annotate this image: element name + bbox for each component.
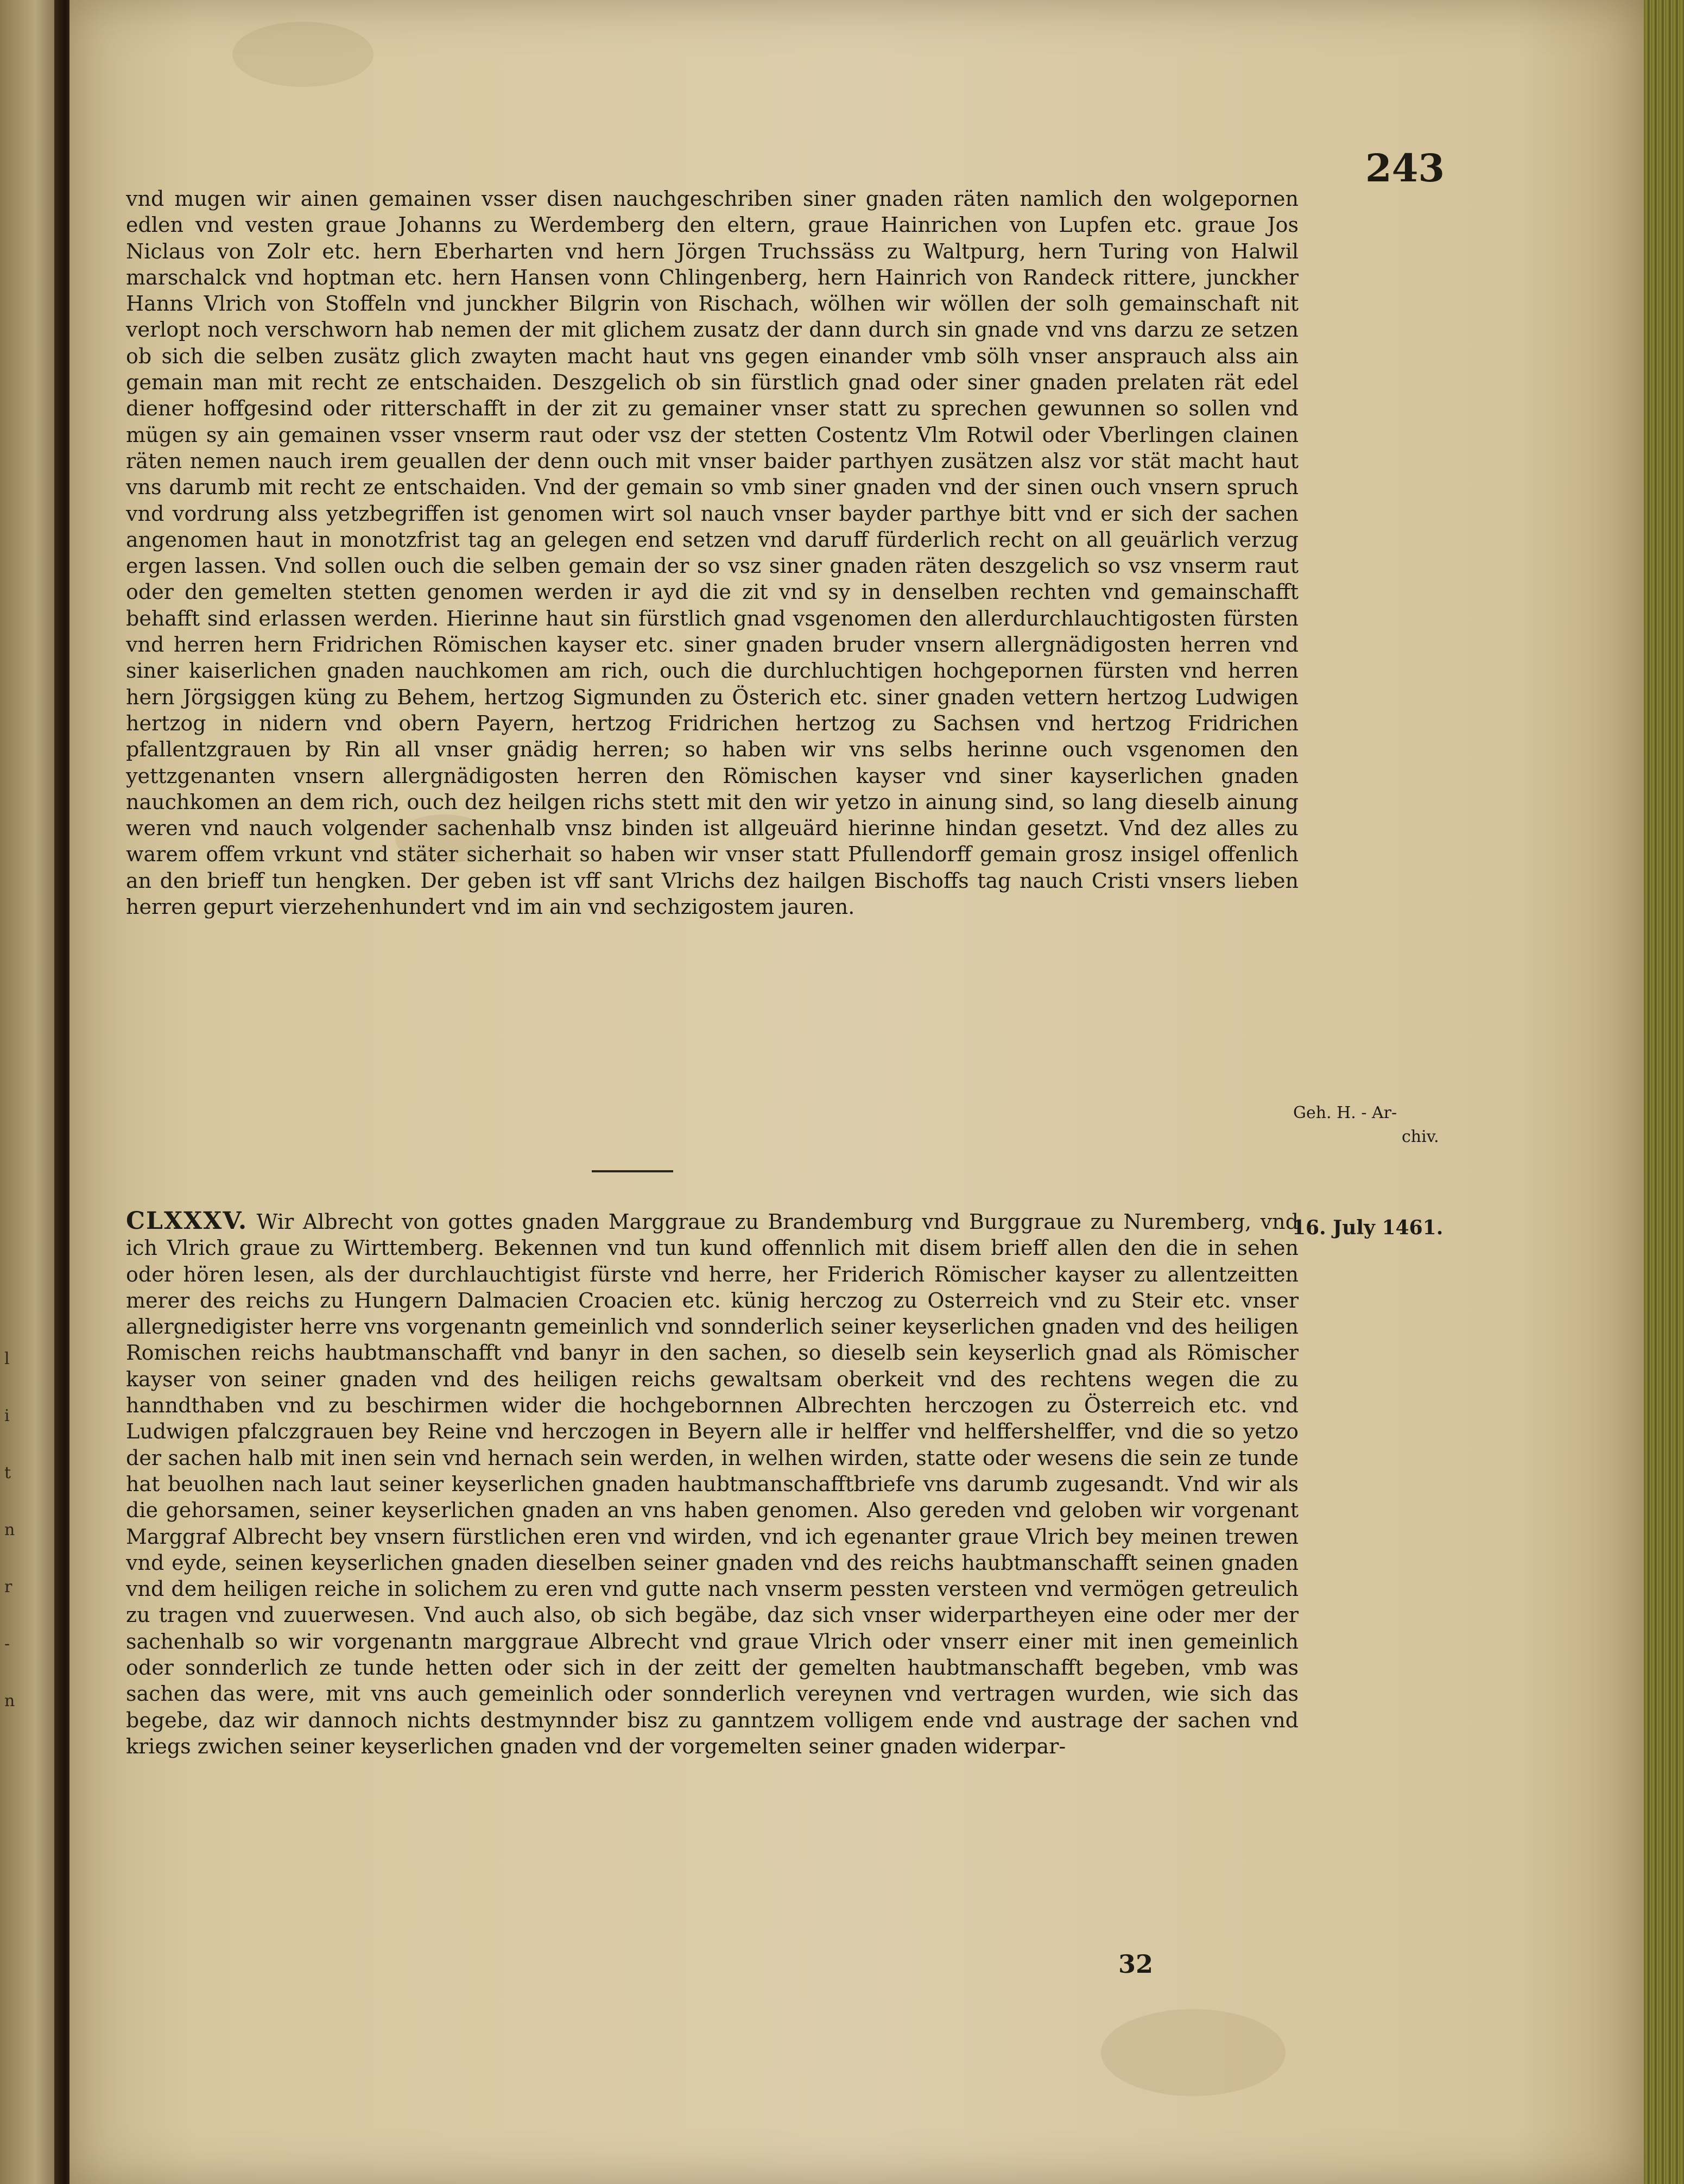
archive-note-line: Geh. H. - Ar- — [1293, 1103, 1397, 1122]
paper-stain — [232, 22, 373, 87]
left-mark: t — [4, 1463, 11, 1482]
continuation-text-block — [126, 186, 1299, 920]
archive-note-line: chiv. — [1402, 1127, 1439, 1146]
page-edges — [1644, 0, 1684, 2184]
signature-mark: 32 — [1118, 1949, 1154, 1979]
left-mark: l — [4, 1349, 10, 1368]
archive-note — [1293, 1101, 1451, 1149]
continuation-paragraph: vnd mugen wir ainen gemainen vsser disen nauchgeschriben siner gnaden räten namlich den wolgepornen edlen vnd vesten graue Johanns zu Werdemberg den eltern, graue Hainrichen von Lupfen etc. graue Jos Niclaus von Zolr etc. hern Eberharten vnd hern Jörgen Truchssäss zu Waltpurg, hern Turing von Halwil marschalck vnd hoptman etc. hern Hansen vonn Chlingenberg, hern Hainrich von Randeck rittere, junckher Hanns Vlrich von Stoffeln vnd junckher Bilgrin von Rischach, wölhen wir wöllen der solh gemainschaft nit verlopt noch verschworn hab nemen der mit glichem zusatz der dann durch sin gnade vnd vns darzu ze setzen ob sich die selben zusätz glich zwayten macht haut vns gegen einander vmb sölh vnser ansprauch alss ain gemain man mit recht ze entschaiden. Deszgelich ob sin fürstlich gnad oder siner gnaden prelaten rät edel diener hoffgesind oder ritterschafft in der zit zu gemainer vnser statt zu sprechen gewunnen so sollen vnd mügen sy ain gemainen vsser vnserm raut oder vsz der stetten Costentz Vlm Rotwil oder Vberlingen clainen räten nemen nauch irem geuallen der denn ouch mit vnser baider parthyen zusätzen alsz vor stät macht haut vns darumb mit recht ze entschaiden. Vnd der gemain so vmb siner gnaden vnd der sinen ouch vnsern spruch vnd vordrung alss yetzbegriffen ist genomen wirt sol nauch vnser bayder parthye bitt vnd er sich der sachen angenomen haut in monotzfrist tag an gelegen end setzen vnd daruff fürderlich recht on all geuärlich verzug ergen lassen. Vnd sollen ouch die selben gemain der so vsz siner gnaden räten deszgelich so vsz vnserm raut oder den gemelten stetten genomen werden ir ayd die zit vnd sy in denselben rechten vnd gemainschafft behafft sind erlassen werden. Hierinne haut sin fürstlich gnad vsgenomen den allerdurchlauchtigosten fürsten vnd herren hern Fridrichen Römischen kayser etc. siner gnaden bruder vnsern allergnädigosten herren vnd siner kaiserlichen gnaden nauchkomen am rich, ouch die durchluchtigen hochgepornen fürsten vnd herren hern Jörgsiggen küng zu Behem, hertzog Sigmunden zu Österich etc. siner gnaden vettern hertzog Ludwigen hertzog in nidern vnd obern Payern, hertzog Fridrichen hertzog zu Sachsen vnd hertzog Fridrichen pfallentzgrauen by Rin all vnser gnädig herren; so haben wir vns selbs herinne ouch vsgenomen den yettzgenanten vnsern allergnädigosten herren den Römischen kayser vnd siner kayserlichen gnaden nauchkomen an dem rich, ouch dez heilgen richs stett mit den wir yetzo in ainung sind, so lang dieselb ainung weren vnd nauch volgender sachenhalb vnsz binden ist allgeuärd hierinne hindan gesetzt. Vnd dez alles zu warem offem vrkunt vnd stäter sicherhait so haben wir vnser statt Pfullendorff gemain grosz insigel offenlich an den brieff tun hengken. Der geben ist vff sant Vlrichs dez hailgen Bischoffs tag nauch Cristi vnsers lieben herren gepurt vierzehenhundert vnd im ain vnd sechzigostem jauren. — [126, 187, 1299, 919]
left-mark: r — [4, 1577, 12, 1596]
left-mark: n — [4, 1520, 15, 1539]
document-number: CLXXXV. — [126, 1207, 248, 1235]
left-mark: n — [4, 1691, 15, 1710]
paper-stain — [1101, 2009, 1286, 2096]
left-mark: i — [4, 1406, 10, 1425]
clxxxv-paragraph — [126, 1208, 1299, 1759]
previous-page-marks — [4, 1330, 26, 1729]
section-divider — [592, 1170, 673, 1172]
clxxxv-text: Wir Albrecht von gottes gnaden Marggraue zu Brandemburg vnd Burggraue zu Nuremberg, vnd ich Vlrich graue zu Wirttemberg. Bekennen vnd tun kund offennlich mit disem brieff allen den die in sehen oder hören lesen, als der durchlauchtigist fürste vnd herre, her Friderich Römischer kayser zu allentzeitten merer des reichs zu Hungern Dalmacien Croacien etc. künig herczog zu Osterreich vnd zu Steir etc. vnser allergnedigister herre vns vorgenantn gemeinlich vnd sonnderlich seiner keyserlichen gnaden vnd des heiligen Romischen reichs haubtmanschafft vnd banyr in den sachen, so dieselb sein keyserlich gnad als Römischer kayser von seiner gnaden vnd des heiligen reichs gewaltsam oberkeit vnd des rechtens wegen die zu hanndthaben vnd zu beschirmen wider die hochgebornnen Albrechten herczogen zu Österreich etc. vnd Ludwigen pfalczgrauen bey Reine vnd herczogen in Beyern alle ir helffer vnd helffershelffer, vnd die so yetzo der sachen halb mit inen sein vnd hernach sein werden, in welhen wirden, statte oder wesens die sein ze tunde hat beuolhen nach laut seiner keyserlichen gnaden haubtmanschafftbriefe vns darumb zugesandt. Vnd wir als die gehorsamen, seiner keyserlichen gnaden an vns haben genomen. Also gereden vnd geloben wir vorgenant Marggraf Albrecht bey vnsern fürstlichen eren vnd wirden, vnd ich egenanter graue Vlrich bey meinen trewen vnd eyde, seinen keyserlichen gnaden dieselben seiner gnaden vnd des reichs haubtmanschafft seinen gnaden vnd dem heiligen reiche in solichem zu eren vnd gutte nach vnserm pessten versteen vnd vermögen getreulich zu tragen vnd zuuerwesen. Vnd auch also, ob sich begäbe, daz sich vnser widerpartheyen eine oder mer der sachenhalb so wir vorgenantn marggraue Albrecht vnd graue Vlrich oder vnserr einer mit inen gemeinlich oder sonnderlich ze tunde hetten oder sich in der zeitt der gemelten haubtmanschafft begeben, vmb was sachen das were, mit vns auch gemeinlich oder sonnderlich vereynen vnd vertragen wurden, wie sich das begebe, daz wir dannoch nichts destmynnder bisz zu ganntzem volligem ende vnd austrage der sachen vnd kriegs zwichen seiner keyserlichen gnaden vnd der vorgemelten seiner gnaden widerpar- — [126, 1210, 1299, 1758]
page-number: 243 — [1365, 146, 1445, 191]
document-clxxxv — [126, 1208, 1299, 1759]
left-mark: - — [4, 1634, 10, 1653]
document-date: 16. July 1461. — [1292, 1216, 1444, 1239]
